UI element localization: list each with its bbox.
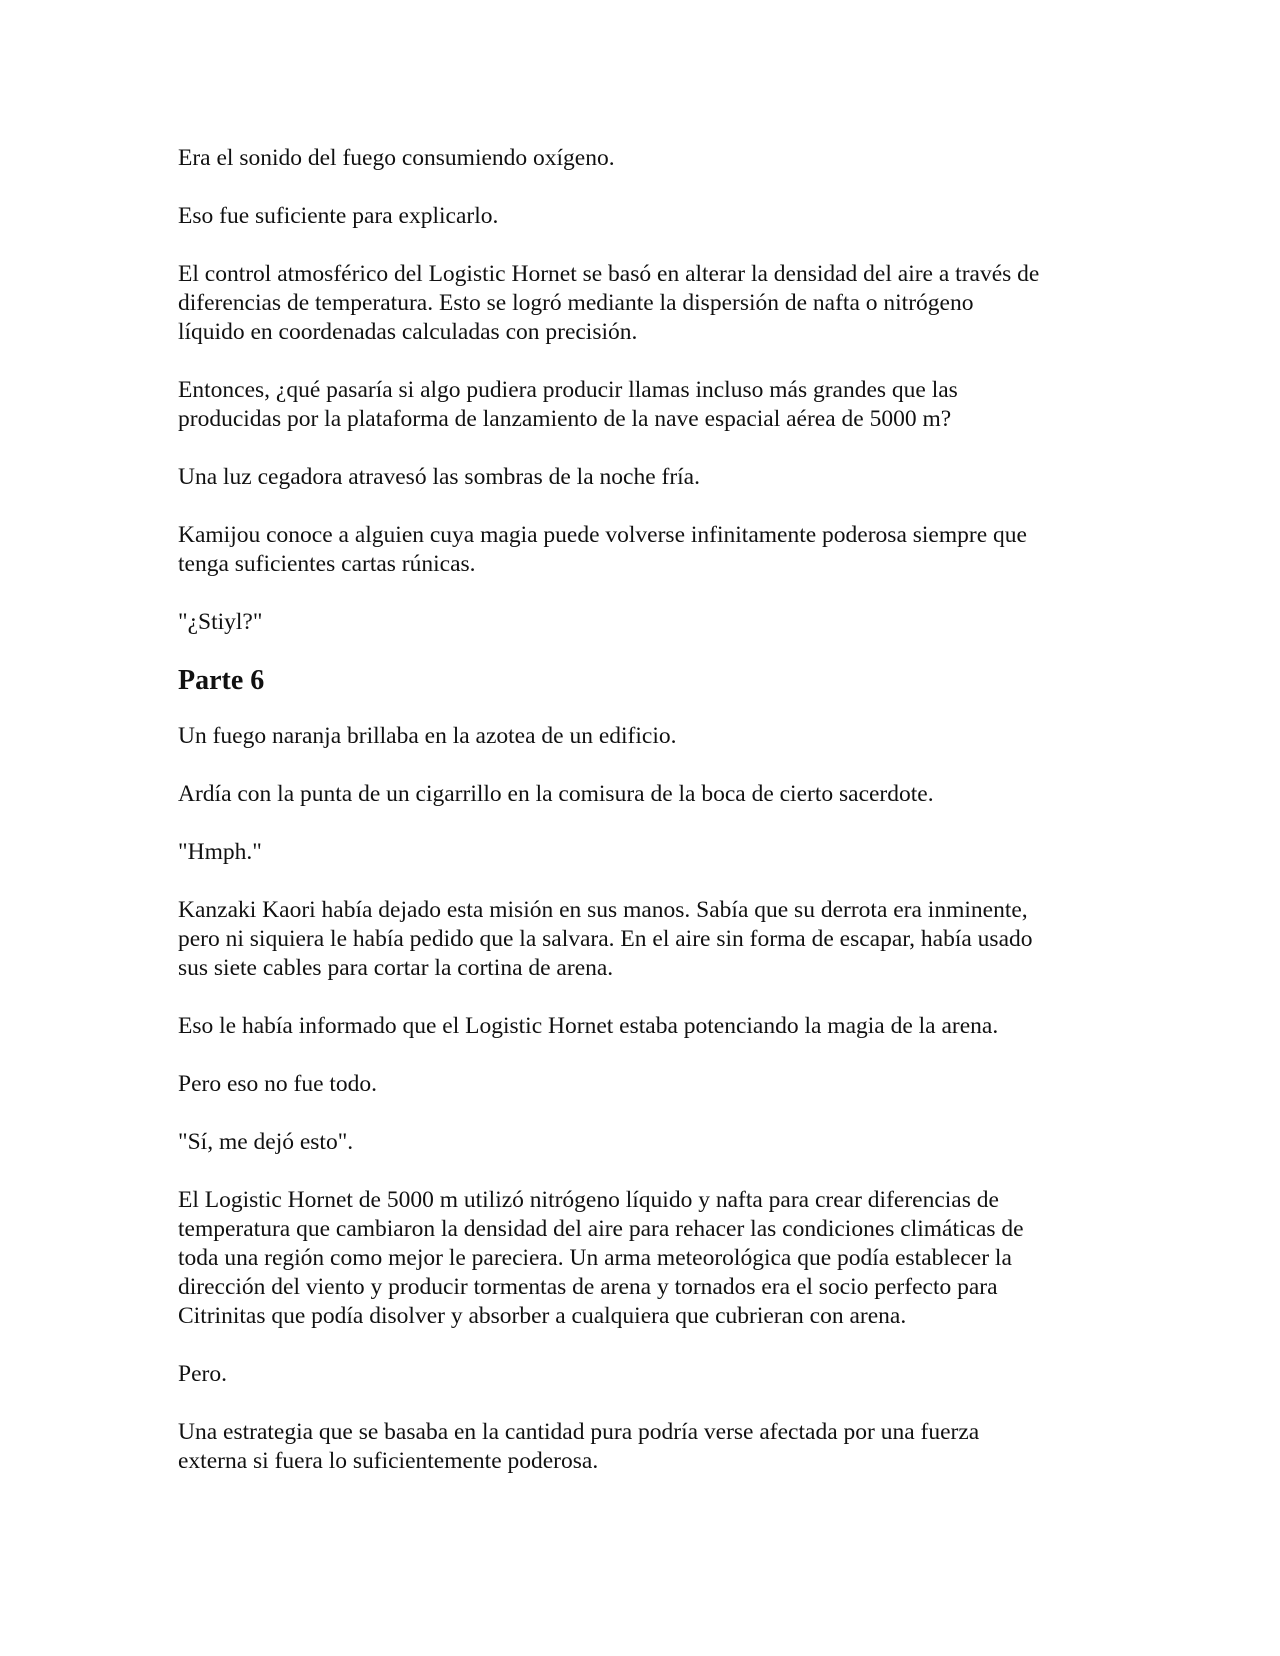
- paragraph: [178, 722, 1108, 751]
- paragraph: [178, 521, 1108, 579]
- text-line: tenga suficientes cartas rúnicas.: [178, 551, 476, 577]
- text-line: líquido en coordenadas calculadas con precisión.: [178, 319, 638, 345]
- document-page: [178, 144, 1108, 1505]
- paragraph: [178, 144, 1108, 173]
- text-line: Eso fue suficiente para explicarlo.: [178, 203, 499, 229]
- paragraph: [178, 202, 1108, 231]
- paragraph: [178, 1418, 1108, 1476]
- text-line: El Logistic Hornet de 5000 m utilizó nitrógeno líquido y nafta para crear diferencias de: [178, 1187, 999, 1213]
- text-line: Eso le había informado que el Logistic Hornet estaba potenciando la magia de la arena.: [178, 1013, 999, 1039]
- text-line: diferencias de temperatura. Esto se logró mediante la dispersión de nafta o nitrógeno: [178, 290, 974, 316]
- text-line: Kanzaki Kaori había dejado esta misión en sus manos. Sabía que su derrota era inminente,: [178, 897, 1028, 923]
- text-line: "Sí, me dejó esto".: [178, 1129, 354, 1155]
- paragraph: [178, 1360, 1108, 1389]
- text-line: Citrinitas que podía disolver y absorber a cualquiera que cubrieran con arena.: [178, 1303, 907, 1329]
- paragraph: [178, 1186, 1108, 1331]
- paragraph: [178, 1012, 1108, 1041]
- text-line: "¿Stiyl?": [178, 609, 263, 635]
- paragraph: [178, 838, 1108, 867]
- text-line: El control atmosférico del Logistic Hornet se basó en alterar la densidad del aire a través de: [178, 261, 1040, 287]
- text-line: producidas por la plataforma de lanzamiento de la nave espacial aérea de 5000 m?: [178, 406, 952, 432]
- paragraph: [178, 608, 1108, 637]
- text-line: Kamijou conoce a alguien cuya magia puede volverse infinitamente poderosa siempre que: [178, 522, 1027, 548]
- section-heading: Parte 6: [178, 665, 265, 696]
- text-line: Pero.: [178, 1361, 227, 1387]
- text-line: dirección del viento y producir tormentas de arena y tornados era el socio perfecto para: [178, 1274, 998, 1300]
- text-line: "Hmph.": [178, 839, 262, 865]
- paragraph: [178, 1070, 1108, 1099]
- text-line: sus siete cables para cortar la cortina de arena.: [178, 955, 614, 981]
- text-line: Pero eso no fue todo.: [178, 1071, 378, 1097]
- text-line: Una estrategia que se basaba en la cantidad pura podría verse afectada por una fuerza: [178, 1419, 980, 1445]
- text-line: Era el sonido del fuego consumiendo oxígeno.: [178, 145, 615, 171]
- text-line: Una luz cegadora atravesó las sombras de la noche fría.: [178, 464, 700, 490]
- text-line: temperatura que cambiaron la densidad del aire para rehacer las condiciones climáticas de: [178, 1216, 1024, 1242]
- paragraph: [178, 896, 1108, 983]
- paragraph: [178, 1128, 1108, 1157]
- paragraph: [178, 260, 1108, 347]
- text-line: Un fuego naranja brillaba en la azotea de un edificio.: [178, 723, 677, 749]
- text-line: Entonces, ¿qué pasaría si algo pudiera producir llamas incluso más grandes que las: [178, 377, 958, 403]
- paragraph: [178, 376, 1108, 434]
- text-line: externa si fuera lo suficientemente poderosa.: [178, 1448, 599, 1474]
- paragraph: [178, 463, 1108, 492]
- text-line: toda una región como mejor le pareciera. Un arma meteorológica que podía establecer la: [178, 1245, 1012, 1271]
- text-line: Ardía con la punta de un cigarrillo en la comisura de la boca de cierto sacerdote.: [178, 781, 934, 807]
- paragraph: [178, 780, 1108, 809]
- text-line: pero ni siquiera le había pedido que la salvara. En el aire sin forma de escapar, había usado: [178, 926, 1033, 952]
